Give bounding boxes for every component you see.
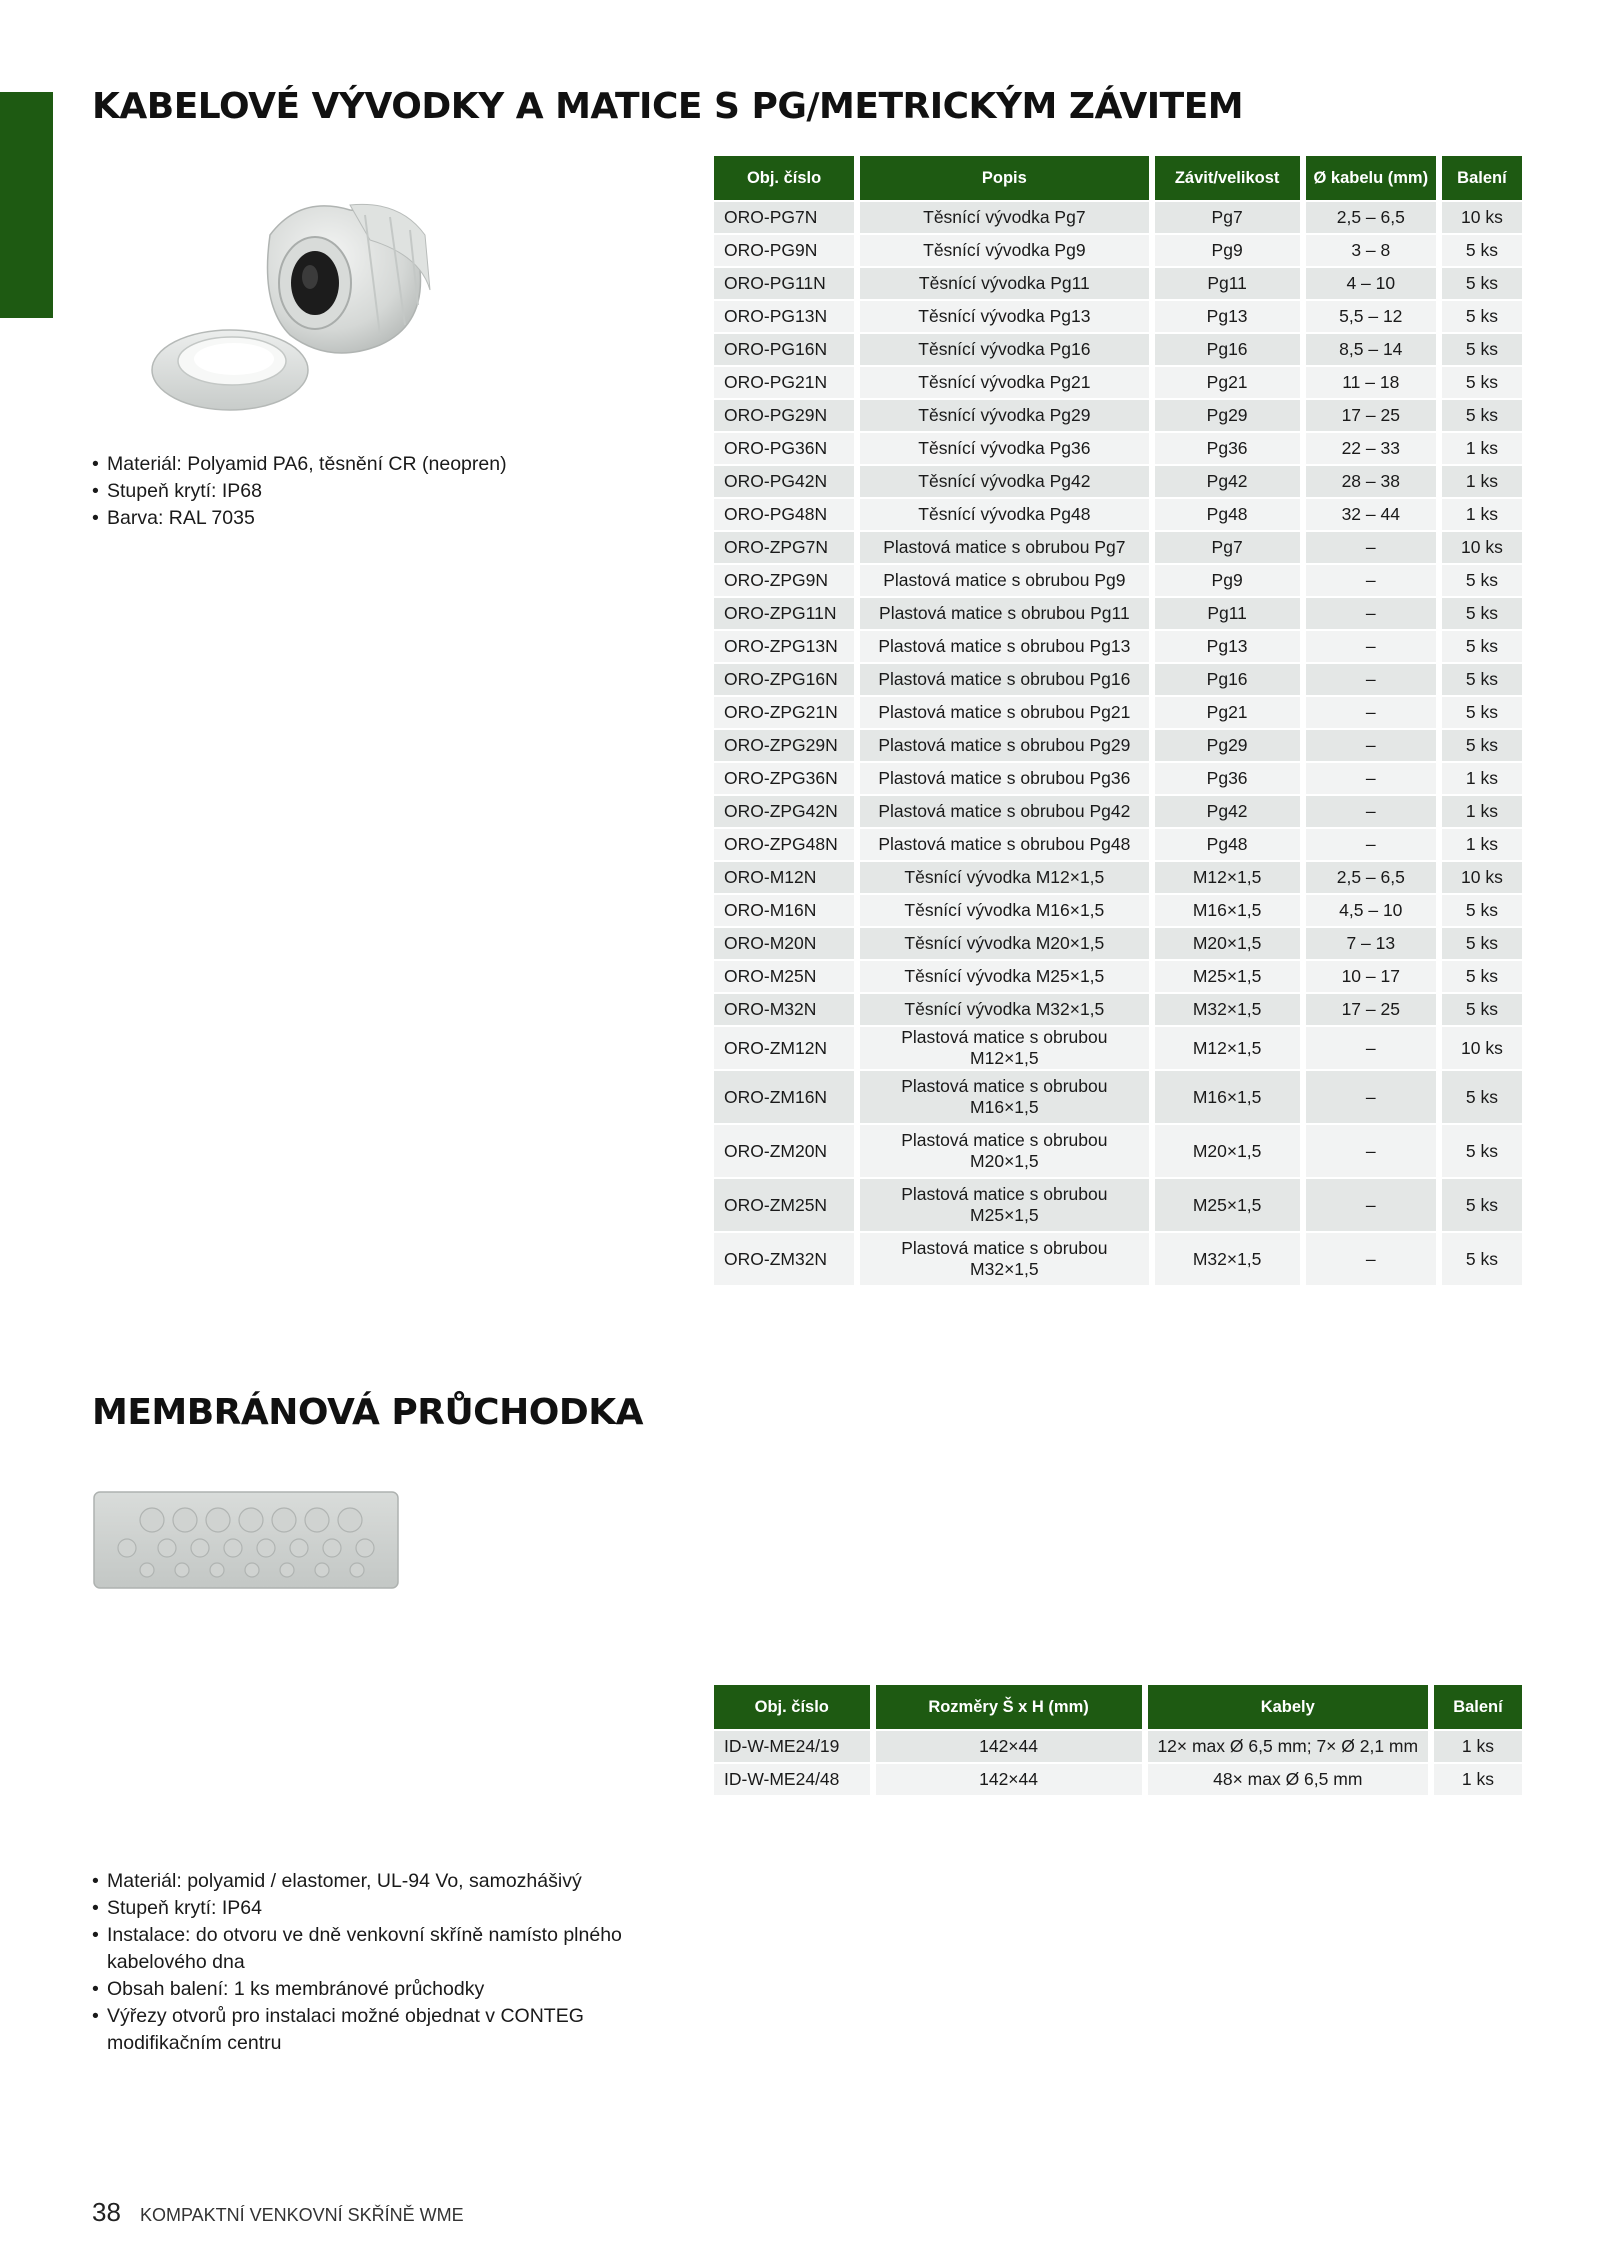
cell-description: Plastová matice s obrubou M20×1,5	[860, 1125, 1148, 1177]
cell-package: 5 ks	[1442, 961, 1522, 992]
cell-description: Těsnící vývodka M20×1,5	[860, 928, 1148, 959]
cell-thread: Pg13	[1155, 631, 1300, 662]
cell-description: Plastová matice s obrubou Pg7	[860, 532, 1148, 563]
cell-cable-diameter: 4 – 10	[1306, 268, 1436, 299]
table-row	[714, 631, 1522, 662]
cell-code: ORO-ZM20N	[714, 1125, 854, 1177]
membrane-grommet-table	[708, 1683, 1528, 1797]
cell-code: ORO-M25N	[714, 961, 854, 992]
cell-code: ORO-ZPG7N	[714, 532, 854, 563]
table-row	[714, 433, 1522, 464]
cell-package: 5 ks	[1442, 400, 1522, 431]
page-footer	[92, 2197, 464, 2228]
table-row	[714, 697, 1522, 728]
table-row	[714, 235, 1522, 266]
cell-thread: M25×1,5	[1155, 961, 1300, 992]
col-header-code: Obj. číslo	[714, 1685, 870, 1729]
cell-cable-diameter: 8,5 – 14	[1306, 334, 1436, 365]
cell-thread: Pg42	[1155, 796, 1300, 827]
cell-thread: Pg7	[1155, 532, 1300, 563]
cell-package: 1 ks	[1442, 796, 1522, 827]
cell-package: 1 ks	[1442, 829, 1522, 860]
table-row	[714, 730, 1522, 761]
cell-description: Těsnící vývodka Pg42	[860, 466, 1148, 497]
cell-package: 5 ks	[1442, 334, 1522, 365]
cell-cable-diameter: –	[1306, 730, 1436, 761]
cell-package: 5 ks	[1442, 697, 1522, 728]
cell-cable-diameter: 3 – 8	[1306, 235, 1436, 266]
table-header-row	[714, 1685, 1522, 1729]
cell-description: Plastová matice s obrubou M32×1,5	[860, 1233, 1148, 1285]
cell-cable-diameter: 7 – 13	[1306, 928, 1436, 959]
cell-package: 5 ks	[1442, 1179, 1522, 1231]
table-row	[714, 598, 1522, 629]
section-title-cable-glands: KABELOVÉ VÝVODKY A MATICE S PG/METRICKÝM ZÁVITEM	[92, 86, 1244, 127]
cable-gland-image	[150, 195, 450, 430]
feature-color: • Barva: RAL 7035	[92, 505, 652, 532]
cell-description: Těsnící vývodka Pg36	[860, 433, 1148, 464]
cell-package: 5 ks	[1442, 730, 1522, 761]
cell-package: 5 ks	[1442, 895, 1522, 926]
cell-cables: 48× max Ø 6,5 mm	[1148, 1764, 1428, 1795]
cell-package: 1 ks	[1442, 763, 1522, 794]
cell-package: 5 ks	[1442, 367, 1522, 398]
cell-description: Těsnící vývodka Pg11	[860, 268, 1148, 299]
cell-code: ORO-PG48N	[714, 499, 854, 530]
table-row	[714, 334, 1522, 365]
cell-code: ORO-ZPG36N	[714, 763, 854, 794]
cell-code: ORO-M20N	[714, 928, 854, 959]
feature-material: • Materiál: polyamid / elastomer, UL-94 Vo, samozhášivý	[92, 1868, 652, 1895]
membrane-grommet-table-body	[714, 1731, 1522, 1795]
cell-package: 10 ks	[1442, 202, 1522, 233]
cell-package: 5 ks	[1442, 301, 1522, 332]
table-row	[714, 499, 1522, 530]
cell-cable-diameter: –	[1306, 1027, 1436, 1069]
col-header-package: Balení	[1434, 1685, 1522, 1729]
cell-thread: Pg16	[1155, 334, 1300, 365]
table-row	[714, 664, 1522, 695]
cell-cables: 12× max Ø 6,5 mm; 7× Ø 2,1 mm	[1148, 1731, 1428, 1762]
cell-code: ORO-ZM25N	[714, 1179, 854, 1231]
cell-thread: M25×1,5	[1155, 1179, 1300, 1231]
cell-dimensions: 142×44	[876, 1764, 1142, 1795]
cell-cable-diameter: 22 – 33	[1306, 433, 1436, 464]
cell-thread: Pg11	[1155, 598, 1300, 629]
cell-thread: Pg11	[1155, 268, 1300, 299]
footer-title: KOMPAKTNÍ VENKOVNÍ SKŘÍNĚ WME	[139, 2205, 464, 2225]
cell-thread: Pg9	[1155, 565, 1300, 596]
cell-cable-diameter: 28 – 38	[1306, 466, 1436, 497]
table-row	[714, 565, 1522, 596]
cell-cable-diameter: –	[1306, 697, 1436, 728]
cell-code: ORO-ZPG21N	[714, 697, 854, 728]
cell-cable-diameter: 11 – 18	[1306, 367, 1436, 398]
cell-thread: Pg42	[1155, 466, 1300, 497]
cell-package: 5 ks	[1442, 598, 1522, 629]
cable-gland-table	[708, 154, 1528, 1287]
cell-description: Plastová matice s obrubou Pg29	[860, 730, 1148, 761]
cell-thread: M20×1,5	[1155, 928, 1300, 959]
cell-code: ORO-ZM12N	[714, 1027, 854, 1069]
cell-code: ORO-ZPG42N	[714, 796, 854, 827]
cell-package: 1 ks	[1434, 1764, 1522, 1795]
cell-description: Plastová matice s obrubou Pg13	[860, 631, 1148, 662]
cell-description: Těsnící vývodka Pg9	[860, 235, 1148, 266]
cell-cable-diameter: –	[1306, 598, 1436, 629]
feature-package-contents: • Obsah balení: 1 ks membránové průchodky	[92, 1976, 652, 2003]
cell-package: 5 ks	[1442, 1233, 1522, 1285]
table-row	[714, 268, 1522, 299]
feature-protection: • Stupeň krytí: IP68	[92, 478, 652, 505]
cell-code: ORO-PG9N	[714, 235, 854, 266]
col-header-cable-diameter: Ø kabelu (mm)	[1306, 156, 1436, 200]
cell-code: ORO-ZM16N	[714, 1071, 854, 1123]
table-row	[714, 796, 1522, 827]
cell-package: 5 ks	[1442, 631, 1522, 662]
cell-thread: M12×1,5	[1155, 1027, 1300, 1069]
cell-description: Těsnící vývodka Pg7	[860, 202, 1148, 233]
cell-description: Plastová matice s obrubou Pg9	[860, 565, 1148, 596]
table-row	[714, 994, 1522, 1025]
cell-code: ORO-ZPG48N	[714, 829, 854, 860]
cell-code: ORO-PG36N	[714, 433, 854, 464]
col-header-cables: Kabely	[1148, 1685, 1428, 1729]
cell-cable-diameter: –	[1306, 565, 1436, 596]
table-header-row	[714, 156, 1522, 200]
cell-code: ORO-PG29N	[714, 400, 854, 431]
cell-code: ORO-ZPG13N	[714, 631, 854, 662]
cell-thread: Pg21	[1155, 367, 1300, 398]
cell-description: Těsnící vývodka M25×1,5	[860, 961, 1148, 992]
cell-package: 1 ks	[1442, 499, 1522, 530]
table-row	[714, 1764, 1522, 1795]
cell-cable-diameter: –	[1306, 664, 1436, 695]
side-accent-bar	[0, 92, 53, 318]
cell-cable-diameter: –	[1306, 631, 1436, 662]
cell-description: Těsnící vývodka Pg13	[860, 301, 1148, 332]
cell-package: 5 ks	[1442, 235, 1522, 266]
section-title-membrane-grommet: MEMBRÁNOVÁ PRŮCHODKA	[92, 1392, 643, 1433]
cell-description: Plastová matice s obrubou Pg16	[860, 664, 1148, 695]
cell-description: Plastová matice s obrubou M25×1,5	[860, 1179, 1148, 1231]
cell-description: Plastová matice s obrubou Pg36	[860, 763, 1148, 794]
table-row	[714, 763, 1522, 794]
cell-code: ORO-PG16N	[714, 334, 854, 365]
table-row	[714, 202, 1522, 233]
cell-code: ORO-ZM32N	[714, 1233, 854, 1285]
table-row	[714, 1071, 1522, 1123]
cell-package: 5 ks	[1442, 1071, 1522, 1123]
table-row	[714, 1125, 1522, 1177]
cell-package: 1 ks	[1442, 466, 1522, 497]
cell-package: 5 ks	[1442, 565, 1522, 596]
cell-code: ORO-ZPG11N	[714, 598, 854, 629]
cell-thread: M12×1,5	[1155, 862, 1300, 893]
cell-thread: Pg48	[1155, 829, 1300, 860]
col-header-package: Balení	[1442, 156, 1522, 200]
cell-code: ORO-PG7N	[714, 202, 854, 233]
cell-code: ORO-PG21N	[714, 367, 854, 398]
cell-description: Plastová matice s obrubou Pg11	[860, 598, 1148, 629]
feature-installation: • Instalace: do otvoru ve dně venkovní skříně namísto plného kabelového dna	[92, 1922, 652, 1976]
cell-package: 5 ks	[1442, 1125, 1522, 1177]
cell-cable-diameter: –	[1306, 1179, 1436, 1231]
table-row	[714, 1731, 1522, 1762]
cell-package: 5 ks	[1442, 994, 1522, 1025]
cell-description: Plastová matice s obrubou Pg48	[860, 829, 1148, 860]
section1-feature-list	[92, 451, 652, 532]
cell-thread: Pg7	[1155, 202, 1300, 233]
cell-cable-diameter: –	[1306, 763, 1436, 794]
cell-cable-diameter: –	[1306, 532, 1436, 563]
cell-code: ORO-ZPG16N	[714, 664, 854, 695]
cell-thread: M16×1,5	[1155, 895, 1300, 926]
cell-package: 5 ks	[1442, 268, 1522, 299]
cell-description: Těsnící vývodka Pg29	[860, 400, 1148, 431]
table-row	[714, 895, 1522, 926]
cell-code: ORO-ZPG29N	[714, 730, 854, 761]
cell-thread: M32×1,5	[1155, 994, 1300, 1025]
table-row	[714, 862, 1522, 893]
cell-code: ORO-M12N	[714, 862, 854, 893]
cell-cable-diameter: 17 – 25	[1306, 400, 1436, 431]
cell-cable-diameter: 2,5 – 6,5	[1306, 202, 1436, 233]
cell-cable-diameter: –	[1306, 829, 1436, 860]
cell-thread: M16×1,5	[1155, 1071, 1300, 1123]
cell-package: 10 ks	[1442, 1027, 1522, 1069]
cell-thread: Pg36	[1155, 433, 1300, 464]
cell-cable-diameter: 4,5 – 10	[1306, 895, 1436, 926]
cell-description: Těsnící vývodka M12×1,5	[860, 862, 1148, 893]
cell-description: Plastová matice s obrubou Pg21	[860, 697, 1148, 728]
cell-cable-diameter: 2,5 – 6,5	[1306, 862, 1436, 893]
cell-package: 10 ks	[1442, 862, 1522, 893]
cell-code: ID-W-ME24/48	[714, 1764, 870, 1795]
cell-description: Plastová matice s obrubou M12×1,5	[860, 1027, 1148, 1069]
feature-material: • Materiál: Polyamid PA6, těsnění CR (neopren)	[92, 451, 652, 478]
cell-code: ORO-ZPG9N	[714, 565, 854, 596]
cell-cable-diameter: –	[1306, 1071, 1436, 1123]
table-row	[714, 928, 1522, 959]
table-row	[714, 1027, 1522, 1069]
cell-thread: Pg29	[1155, 400, 1300, 431]
cell-package: 5 ks	[1442, 664, 1522, 695]
cell-thread: Pg21	[1155, 697, 1300, 728]
cell-package: 1 ks	[1442, 433, 1522, 464]
cell-description: Těsnící vývodka M32×1,5	[860, 994, 1148, 1025]
table-row	[714, 301, 1522, 332]
cell-thread: Pg48	[1155, 499, 1300, 530]
feature-cutouts: • Výřezy otvorů pro instalaci možné objednat v CONTEG modifikačním centru	[92, 2003, 652, 2057]
table-row	[714, 466, 1522, 497]
cell-dimensions: 142×44	[876, 1731, 1142, 1762]
col-header-thread: Závit/velikost	[1155, 156, 1300, 200]
cell-thread: Pg16	[1155, 664, 1300, 695]
cell-thread: Pg9	[1155, 235, 1300, 266]
cell-description: Těsnící vývodka Pg16	[860, 334, 1148, 365]
cell-code: ORO-M32N	[714, 994, 854, 1025]
col-header-code: Obj. číslo	[714, 156, 854, 200]
cell-description: Plastová matice s obrubou Pg42	[860, 796, 1148, 827]
table-row	[714, 961, 1522, 992]
cable-gland-table-body	[714, 202, 1522, 1285]
table-row	[714, 829, 1522, 860]
feature-protection: • Stupeň krytí: IP64	[92, 1895, 652, 1922]
cell-cable-diameter: 32 – 44	[1306, 499, 1436, 530]
col-header-dimensions: Rozměry Š x H (mm)	[876, 1685, 1142, 1729]
cell-description: Těsnící vývodka M16×1,5	[860, 895, 1148, 926]
table-row	[714, 400, 1522, 431]
cell-package: 10 ks	[1442, 532, 1522, 563]
table-row	[714, 1179, 1522, 1231]
table-row	[714, 1233, 1522, 1285]
cell-thread: Pg36	[1155, 763, 1300, 794]
cell-code: ORO-PG13N	[714, 301, 854, 332]
cell-cable-diameter: –	[1306, 1233, 1436, 1285]
cell-package: 5 ks	[1442, 928, 1522, 959]
cell-cable-diameter: –	[1306, 796, 1436, 827]
col-header-description: Popis	[860, 156, 1148, 200]
cell-description: Plastová matice s obrubou M16×1,5	[860, 1071, 1148, 1123]
membrane-grommet-image	[92, 1490, 402, 1592]
cell-code: ORO-M16N	[714, 895, 854, 926]
cell-cable-diameter: 17 – 25	[1306, 994, 1436, 1025]
cell-description: Těsnící vývodka Pg48	[860, 499, 1148, 530]
table-row	[714, 367, 1522, 398]
page-number: 38	[92, 2197, 121, 2227]
cell-thread: M32×1,5	[1155, 1233, 1300, 1285]
section2-feature-list	[92, 1868, 652, 2057]
cell-thread: Pg13	[1155, 301, 1300, 332]
cell-package: 1 ks	[1434, 1731, 1522, 1762]
cell-code: ORO-PG42N	[714, 466, 854, 497]
cell-cable-diameter: 5,5 – 12	[1306, 301, 1436, 332]
cell-cable-diameter: –	[1306, 1125, 1436, 1177]
cell-thread: M20×1,5	[1155, 1125, 1300, 1177]
cell-thread: Pg29	[1155, 730, 1300, 761]
cell-code: ID-W-ME24/19	[714, 1731, 870, 1762]
cell-description: Těsnící vývodka Pg21	[860, 367, 1148, 398]
table-row	[714, 532, 1522, 563]
cell-code: ORO-PG11N	[714, 268, 854, 299]
cell-cable-diameter: 10 – 17	[1306, 961, 1436, 992]
